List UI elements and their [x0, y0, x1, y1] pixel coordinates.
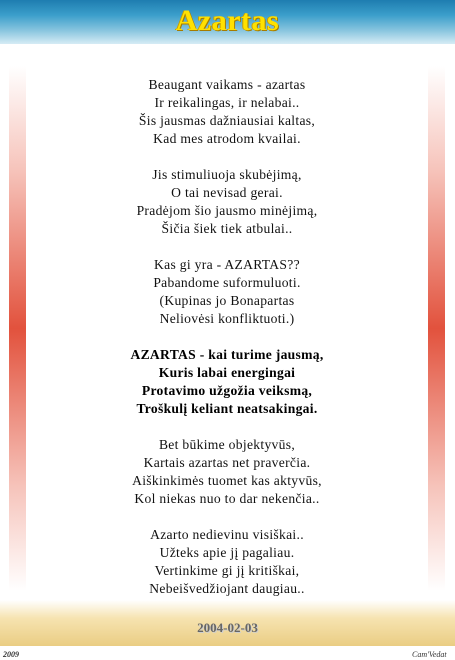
poem-line: Beaugant vaikams - azartas: [148, 77, 306, 92]
poem-line: Užteks apie jį pagaliau.: [159, 545, 295, 560]
poem-line: Nebeišvedžiojant daugiau..: [149, 581, 305, 596]
poem-line: O tai nevisad gerai.: [171, 185, 283, 200]
poem-line: Šis jausmas dažniausiai kaltas,: [138, 113, 316, 128]
poem-line: Azarto nedievinu visiškai..: [150, 527, 304, 542]
poem-line: Kuris labai energingai: [158, 365, 296, 380]
stanza: [26, 436, 428, 508]
poem-line: Pabandome suformuluoti.: [153, 275, 301, 290]
left-gradient-bar: [9, 66, 26, 591]
poem-line: Pradėjom šio jausmo minėjimą,: [136, 203, 318, 218]
stanza: [26, 526, 428, 598]
poem-line: Vertinkime gi jį kritiškai,: [154, 563, 300, 578]
poem-line: Šičia šiek tiek atbulai..: [161, 221, 293, 236]
poem-line: Kad mes atrodom kvailai.: [153, 131, 301, 146]
poem-line: Neliovėsi konfliktuoti.): [159, 311, 295, 326]
stanza: [26, 256, 428, 328]
right-gradient-bar: [428, 66, 445, 591]
poem-line: Jis stimuliuoja skubėjimą,: [152, 167, 302, 182]
poem-line: Aiškinkimės tuomet kas aktyvūs,: [132, 473, 322, 488]
stanza: [26, 346, 428, 418]
poem-line: Kas gi yra - AZARTAS??: [154, 257, 300, 272]
poem-line: Kol niekas nuo to dar nekenčia..: [134, 491, 320, 506]
poem-title: Azartas: [175, 4, 280, 37]
poem-date: 2004-02-03: [197, 620, 258, 635]
author-signature: Cam'Vedat: [412, 650, 447, 659]
year-label: 2009: [3, 650, 19, 659]
poem-line: Protavimo užgožia veiksmą,: [141, 383, 313, 398]
poem-line: Bet būkime objektyvūs,: [158, 437, 296, 452]
poem-body: [26, 76, 428, 616]
poem-line: Kartais azartas net praverčia.: [143, 455, 311, 470]
poem-line: AZARTAS - kai turime jausmą,: [130, 347, 324, 362]
poem-line: (Kupinas jo Bonapartas: [159, 293, 295, 308]
poem-line: Troškulį keliant neatsakingai.: [136, 401, 318, 416]
poem-line: Ir reikalingas, ir nelabai..: [154, 95, 300, 110]
stanza: [26, 76, 428, 148]
stanza: [26, 166, 428, 238]
